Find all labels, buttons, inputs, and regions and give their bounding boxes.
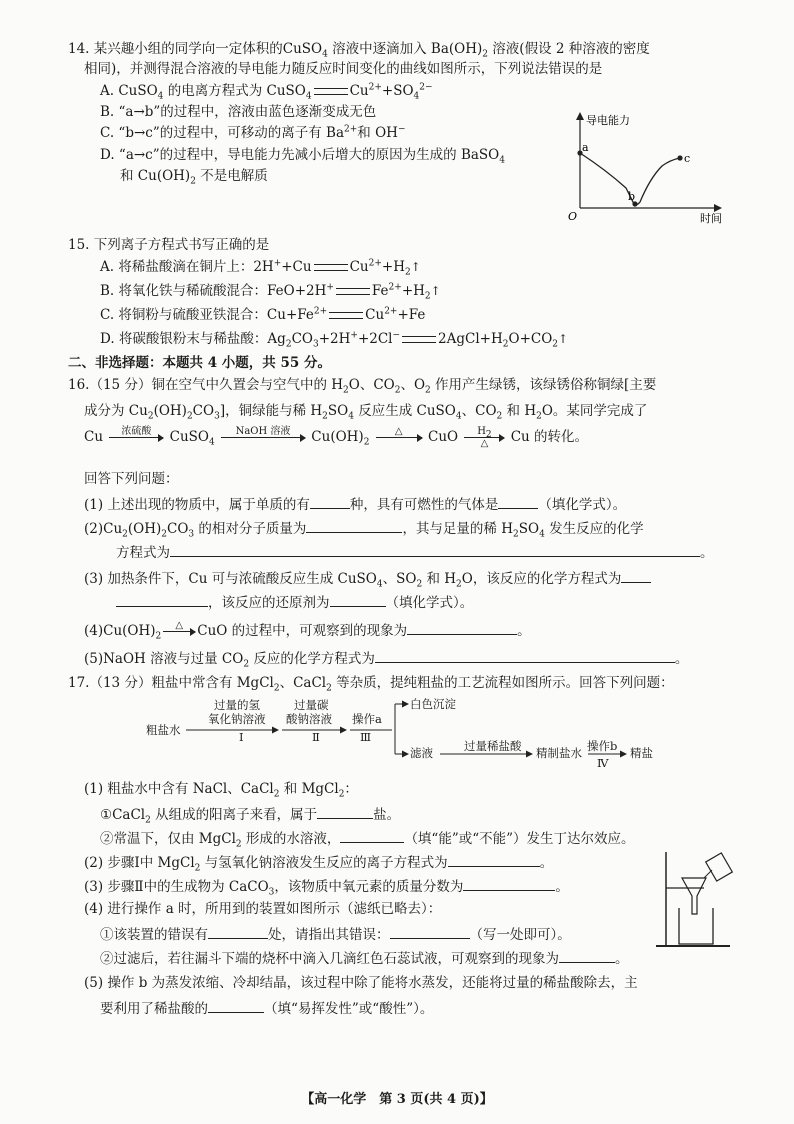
- q17-part3: (3) 步骤Ⅱ中的生成物为 CaCO$_3$，该物质中氧元素的质量分数为 。: [84, 876, 569, 896]
- q15-option-d: D. 将碳酸银粉末与稀盐酸：$Ag_2CO_3+2H^++2Cl^-$ $2AgCl+H_2O+CO_2↑$: [100, 330, 569, 350]
- graph-point-a: a: [582, 141, 589, 154]
- graph-ylabel: 导电能力: [586, 114, 630, 127]
- q17-part1-i: ①CaCl$_2$ 从组成的阳离子来看，属于 盐。: [100, 804, 400, 824]
- answer-blank[interactable]: [448, 852, 540, 867]
- answer-blank[interactable]: [317, 804, 373, 819]
- q16-part3-line2: ，该反应的还原剂为 （填化学式）。: [116, 592, 473, 612]
- flow-step1-num: Ⅰ: [239, 730, 244, 744]
- q16-intro-line2: 成分为 $Cu_2(OH)_2CO_3$]，铜绿能与稀 $H_2SO_4$ 反应生成 CuSO$_4$、$CO_2$ 和 $H_2O$。某同学完成了: [84, 403, 648, 422]
- q16-intro-line1: 16.（15 分）铜在空气中久置会与空气中的 $H_2O$、$CO_2$、$O_2$ 作用产生绿锈，该绿锈俗称铜绿[主要: [68, 377, 657, 396]
- q14-stem-line1: 14. 某兴趣小组的同学向一定体积的CuSO$_4$ 溶液中逐滴加入 $Ba(OH)_2$ 溶液(假设 2 种溶液的密度: [68, 41, 650, 60]
- flow-step3: 操作a: [352, 712, 382, 726]
- flow-product: 精盐: [630, 746, 653, 760]
- flow-filtrate: 滤液: [410, 746, 433, 760]
- flow-refined: 精制盐水: [536, 746, 582, 760]
- flow-step5: 操作b: [587, 739, 618, 753]
- filtration-apparatus-illustration: [652, 848, 744, 952]
- q16-conversion-flow: Cu 浓硫酸 CuSO$_4$ NaOH 溶液 $Cu(OH)_2$ △ CuO $H_2$ △ Cu 的转化。: [84, 426, 589, 449]
- q17-part4-ii: ②过滤后，若往漏斗下端的烧杯中滴入几滴红色石蕊试液，可观察到的现象为 。: [100, 948, 629, 968]
- q15-option-a: A. 将稀盐酸滴在铜片上：2H++Cu $Cu^{2+}+H_2↑$: [100, 258, 421, 278]
- answer-blank[interactable]: [463, 876, 555, 891]
- flow-step3-num: Ⅲ: [360, 730, 372, 744]
- q16-ask: 回答下列问题：: [84, 471, 179, 487]
- q17-intro: 17.（13 分）粗盐中常含有 MgCl$_2$、CaCl$_2$ 等杂质，提纯粗盐的工艺流程如图所示。回答下列问题：: [68, 675, 674, 694]
- graph-origin: O: [568, 210, 578, 223]
- flow-precipitate: 白色沉淀: [410, 697, 456, 711]
- answer-blank[interactable]: [390, 924, 470, 939]
- q16-part5: (5)NaOH 溶液与过量 $CO_2$ 反应的化学方程式为 。: [84, 648, 688, 668]
- q16-part2-line1: $(2)Cu_2(OH)_2CO_3$ 的相对分子质量为 ，其与足量的稀 $H_2SO_4$ 发生反应的化学: [84, 518, 644, 538]
- q17-part4-i: ①该装置的错误有 处，请指出其错误： （写一处即可）。: [100, 924, 571, 944]
- q16-part3-line1: (3) 加热条件下，Cu 可与浓硫酸反应生成 CuSO$_4$、$SO_2$ 和 $H_2O$，该反应的化学方程式为: [84, 568, 651, 588]
- flow-step1-top: 过量的氢: [214, 698, 260, 712]
- q14-stem-line2: 相同)，并测得混合溶液的导电能力随反应时间变化的曲线如图所示，下列说法错误的是: [84, 61, 603, 77]
- graph-xlabel: 时间: [700, 212, 722, 225]
- q17-part2: (2) 步骤Ⅰ中 MgCl$_2$ 与氢氧化钠溶液发生反应的离子方程式为 。: [84, 852, 553, 872]
- q16-part4: $(4)Cu(OH)_2$ △ CuO 的过程中，可观察到的现象为 。: [84, 620, 531, 642]
- q14-option-a: A. CuSO$_4$ 的电离方程式为 CuSO$_4$ $Cu^{2+}+SO_4^{2-}$: [100, 82, 433, 102]
- q15-option-c: C. 将铜粉与硫酸亚铁混合：$Cu+Fe^{2+}$ $Cu^{2+}+Fe$: [100, 306, 426, 323]
- q14-option-c: C. “b→c”的过程中，可移动的离子有 $Ba^{2+}$和 OH−: [100, 124, 406, 141]
- flow-step4: 过量稀盐酸: [464, 739, 522, 753]
- q17-part5-line1: (5) 操作 b 为蒸发浓缩、冷却结晶，该过程中除了能将水蒸发，还能将过量的稀盐酸除去，主: [84, 975, 638, 991]
- q15-stem: 15. 下列离子方程式书写正确的是: [68, 237, 270, 253]
- flow-step5-num: Ⅳ: [597, 756, 609, 770]
- q14-option-b: B. “a→b”的过程中，溶液由蓝色逐渐变成无色: [100, 104, 377, 120]
- answer-blank[interactable]: [208, 998, 264, 1013]
- section-heading: 二、非选择题：本题共 4 小题，共 55 分。: [68, 355, 331, 371]
- q14-option-d-line2: 和 $Cu(OH)_2$ 不是电解质: [120, 168, 268, 187]
- answer-blank[interactable]: [208, 924, 268, 939]
- q17-part4: (4) 进行操作 a 时，所用到的装置如图所示（滤纸已略去）：: [84, 901, 442, 917]
- flow-step1-bottom: 氧化钠溶液: [208, 712, 266, 726]
- q17-part1-ii: ②常温下，仅由 MgCl$_2$ 形成的水溶液， （填“能”或“不能”）发生丁达尔效应。: [100, 828, 635, 848]
- flow-step2-top: 过量碳: [294, 698, 329, 712]
- q15-option-b: B. 将氧化铁与稀硫酸混合：FeO+2H+ $Fe^{2+}+H_2↑$: [100, 282, 441, 302]
- graph-point-c: c: [684, 152, 691, 165]
- answer-blank[interactable]: [340, 828, 404, 843]
- flow-step2-bottom: 酸钠溶液: [286, 712, 332, 726]
- q14-option-d-line1: D. “a→c”的过程中，导电能力先减小后增大的原因为生成的 BaSO$_4$: [100, 147, 505, 166]
- q17-part5-line2: 要利用了稀盐酸的 （填“易挥发性”或“酸性”）。: [100, 998, 433, 1018]
- q17-part1: (1) 粗盐水中含有 NaCl、CaCl$_2$ 和 MgCl$_2$：: [84, 781, 358, 800]
- flow-start: 粗盐水: [146, 723, 181, 737]
- answer-blank[interactable]: [559, 948, 615, 963]
- flow-step2-num: Ⅱ: [312, 730, 320, 744]
- page-footer: 【高一化学 第 3 页(共 4 页)】: [301, 1092, 493, 1107]
- q16-part2-line2: 方程式为 。: [116, 542, 714, 562]
- q16-part1: (1) 上述出现的物质中，属于单质的有 种，具有可燃性的气体是 （填化学式）。: [84, 494, 626, 514]
- graph-point-b: b: [628, 190, 636, 203]
